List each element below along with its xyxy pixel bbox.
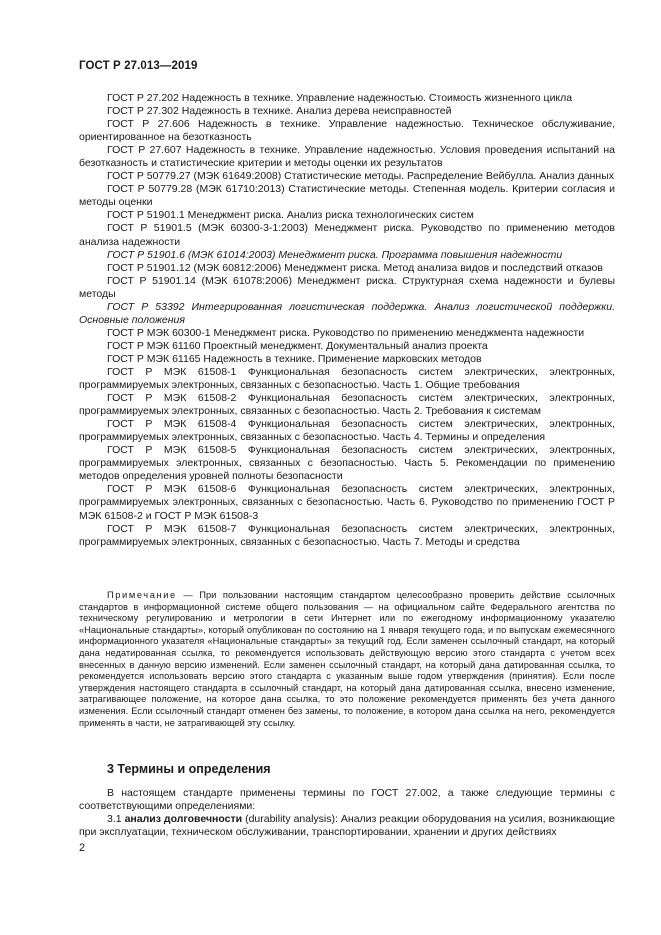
section-title: 3 Термины и определения bbox=[107, 762, 271, 776]
reference-item: ГОСТ Р 27.607 Надежность в технике. Управление надежностью. Условия проведения испытаний на безотказность и статистические критерии и методы оценки их результатов bbox=[79, 144, 615, 170]
term-number: 3.1 bbox=[107, 813, 125, 826]
note-label: Примечание bbox=[107, 590, 177, 600]
reference-item: ГОСТ Р 51901.12 (МЭК 60812:2006) Менеджмент риска. Метод анализа видов и последствий отказов bbox=[107, 261, 603, 274]
term-name: анализ долговечности bbox=[124, 813, 243, 826]
reference-item: ГОСТ Р МЭК 61508-7 Функциональная безопасность систем электрических, электронных, программируемых электронных, связанных с безопасностью. Часть 7. Методы и средства bbox=[79, 522, 615, 548]
note-block bbox=[79, 590, 615, 729]
reference-item: ГОСТ Р 53392 Интегрированная логистическая поддержка. Анализ логистической поддержки. Основные положения bbox=[79, 300, 615, 326]
reference-item: ГОСТ Р 50779.28 (МЭК 61710:2013) Статистические методы. Степенная модель. Критерии согласия и методы оценки bbox=[79, 183, 615, 209]
note-text: — При пользовании настоящим стандартом целесообразно проверить действие ссылочных стандартов в информационной системе общего пользования — на официальном сайте Федерального агентства по техническому регулированию и метрологии в сети Интернет или по ежегодному информационному указателю «Национальные стандарты», который опубликован по состоянию на 1 января текущего года, и по выпускам ежемесячного информационного указателя «Национальные стандарты» за текущий год. Если заменен ссылочный стандарт, на который дана недатированная ссылка, то рекомендуется использовать действующую версию этого стандарта с учетом всех внесенных в данную версию изменений. Если заменен ссылочный стандарт, на который дана датированная ссылка, то рекомендуется использовать версию этого стандарта с указанным выше годом утверждения (принятия). Если после утверждения настоящего стандарта в ссылочный стандарт, на который дана датированная ссылка, внесено изменение, затрагивающее положение, на которое дана ссылка, то это положение рекомендуется применять без учета данного изменения. Если ссылочный стандарт отменен без замены, то положение, в котором дана ссылка на него, рекомендуется применять в части, не затрагивающей эту ссылку. bbox=[79, 590, 615, 728]
reference-item: ГОСТ Р 51901.5 (МЭК 60300-3-1:2003) Менеджмент риска. Руководство по применению методов анализа надежности bbox=[79, 222, 615, 248]
term-entry bbox=[79, 813, 615, 839]
term-definition: (durability analysis): Анализ реакции оборудования на усилия, возникающие при эксплуатации, техническом обслуживании, транспортировании, хранении и других действиях bbox=[79, 813, 616, 839]
reference-item: ГОСТ Р МЭК 61508-5 Функциональная безопасность систем электрических, электронных, программируемых электронных, связанных с безопасностью. Часть 5. Рекомендации по применению методов определения уровней полноты безопасности bbox=[79, 444, 615, 483]
reference-item: ГОСТ Р МЭК 60300-1 Менеджмент риска. Руководство по применению менеджмента надежности bbox=[107, 326, 585, 339]
document-header: ГОСТ Р 27.013—2019 bbox=[79, 60, 198, 72]
reference-item: ГОСТ Р МЭК 61508-6 Функциональная безопасность систем электрических, электронных, программируемых электронных, связанных с безопасностью. Часть 6. Руководство по применению ГОСТ Р МЭК 61508-2 и ГОСТ Р МЭК 61508-3 bbox=[79, 483, 615, 522]
section-body bbox=[79, 787, 615, 839]
reference-item: ГОСТ Р 27.302 Надежность в технике. Анализ дерева неисправностей bbox=[107, 105, 452, 118]
note-paragraph bbox=[79, 590, 615, 729]
reference-item: ГОСТ Р МЭК 61160 Проектный менеджмент. Документальный анализ проекта bbox=[107, 339, 488, 352]
page-number: 2 bbox=[79, 842, 86, 854]
reference-item: ГОСТ Р 50779.27 (МЭК 61649:2008) Статистические методы. Распределение Вейбулла. Анализ данных bbox=[107, 170, 614, 183]
reference-item: ГОСТ Р МЭК 61508-2 Функциональная безопасность систем электрических, электронных, программируемых электронных, связанных с безопасностью. Часть 2. Требования к системам bbox=[79, 392, 615, 418]
normative-references-list bbox=[79, 92, 615, 549]
reference-item: ГОСТ Р 51901.14 (МЭК 61078:2006) Менеджмент риска. Структурная схема надежности и булевы методы bbox=[79, 274, 615, 300]
reference-item: ГОСТ Р 27.606 Надежность в технике. Управление надежностью. Техническое обслуживание, ориентированное на безотказность bbox=[79, 118, 615, 144]
reference-item: ГОСТ Р МЭК 61508-4 Функциональная безопасность систем электрических, электронных, программируемых электронных, связанных с безопасностью. Часть 4. Термины и определения bbox=[79, 418, 615, 444]
reference-item: ГОСТ Р 27.202 Надежность в технике. Управление надежностью. Стоимость жизненного цикла bbox=[107, 92, 573, 104]
reference-item: ГОСТ Р МЭК 61165 Надежность в технике. Применение марковских методов bbox=[107, 352, 482, 365]
reference-item: ГОСТ Р МЭК 61508-1 Функциональная безопасность систем электрических, электронных, программируемых электронных, связанных с безопасностью. Часть 1. Общие требования bbox=[79, 365, 615, 392]
reference-item: ГОСТ Р 51901.6 (МЭК 61014:2003) Менеджмент риска. Программа повышения надежности bbox=[107, 248, 563, 261]
reference-item: ГОСТ Р 51901.1 Менеджмент риска. Анализ риска технологических систем bbox=[107, 209, 474, 222]
section-intro: В настоящем стандарте применены термины по ГОСТ 27.002, а также следующие термины с соответствующими определениями: bbox=[79, 787, 615, 813]
